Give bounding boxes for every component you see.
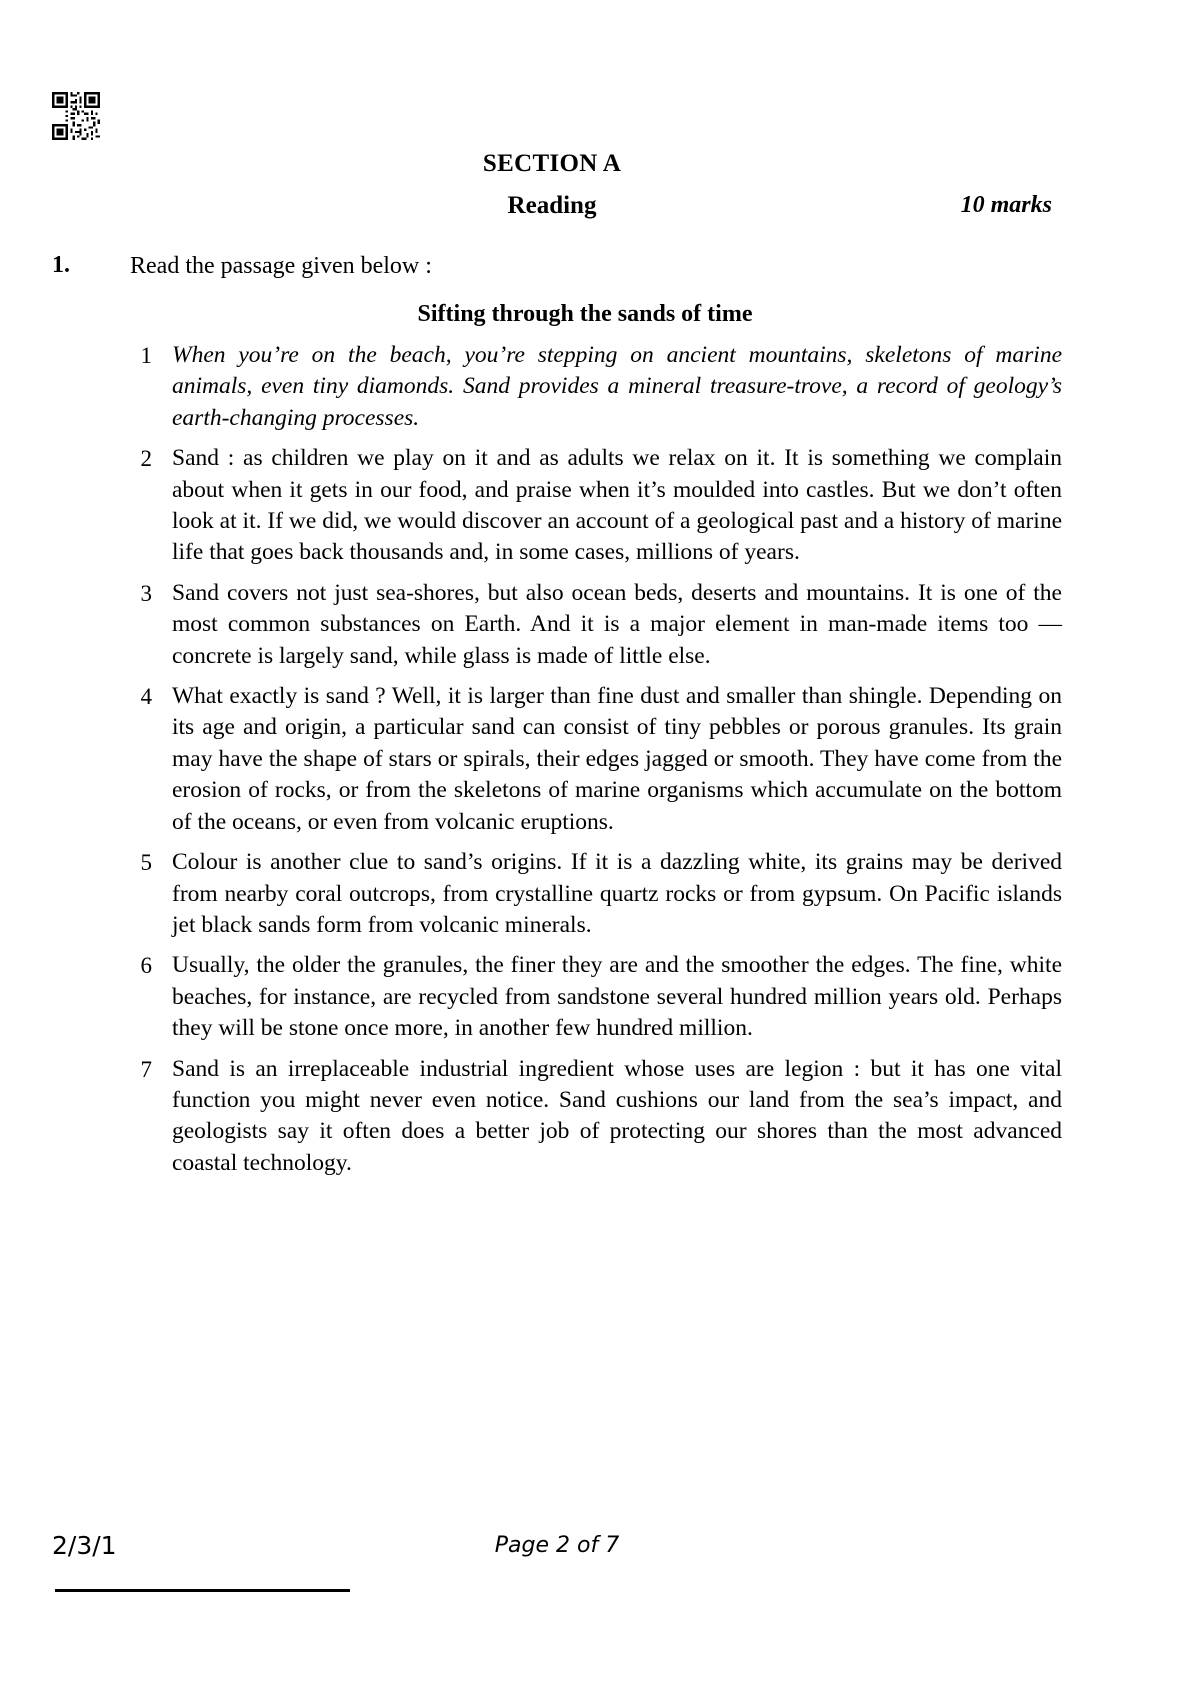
- section-title: SECTION A: [482, 150, 622, 177]
- marks-label: 10 marks: [960, 192, 1052, 219]
- footer-divider: [55, 1589, 350, 1592]
- passage-paragraph: [52, 340, 1062, 434]
- paragraph-number: 5: [140, 850, 152, 876]
- passage-paragraph: [52, 443, 1062, 569]
- paragraph-number: 2: [140, 446, 152, 472]
- paragraph-text: Usually, the older the granules, the finer they are and the smoother the edges. The fine, white beaches, for instance, are recycled from sandstone several hundred million years old. Perhaps they will be stone once more, in another few hundred million.: [172, 952, 1062, 1042]
- paragraph-text: Sand : as children we play on it and as adults we relax on it. It is something we complain about when it gets in our food, and praise when it’s moulded into castles. But we don’t often look at it. If we did, we would discover an account of a geological past and a history of marine life that goes back thousands and, in some cases, millions of years.: [172, 445, 1062, 566]
- page-header: [52, 148, 1052, 223]
- passage-paragraph: [52, 681, 1062, 838]
- paragraph-number: 6: [140, 953, 152, 979]
- qr-code-icon: [52, 92, 100, 140]
- paragraph-text: Sand is an irreplaceable industrial ingredient whose uses are legion : but it has one vital function you might never even notice. Sand cushions our land from the sea’s impact, and geologists say it often does a better job of protecting our shores than the most advanced coastal technology.: [172, 1055, 1062, 1176]
- question-number: 1.: [52, 252, 70, 278]
- passage-paragraph: [52, 1054, 1062, 1180]
- passage-title: Sifting through the sands of time: [417, 301, 753, 327]
- question-instruction: Read the passage given below :: [130, 253, 432, 279]
- paragraph-number: 3: [140, 580, 152, 606]
- paragraph-text: Colour is another clue to sand’s origins. If it is a dazzling white, its grains may be derived from nearby coral outcrops, from crystalline quartz rocks or from gypsum. On Pacific islands jet black sands form from volcanic minerals.: [172, 849, 1062, 938]
- question-line: [52, 252, 1062, 281]
- passage-paragraph: [52, 847, 1062, 941]
- paper-code: 2/3/1: [52, 1531, 117, 1560]
- header-row: [52, 193, 1052, 223]
- paragraph-number: 1: [140, 343, 152, 368]
- page-number-label: Page 2 of 7: [494, 1533, 620, 1558]
- passage-paragraph: [52, 950, 1062, 1044]
- passage-body: [52, 340, 1062, 1188]
- page-footer: [52, 1533, 1062, 1573]
- passage-paragraph: [52, 578, 1062, 672]
- paragraph-text: When you’re on the beach, you’re stepping on ancient mountains, skeletons of marine animals, even tiny diamonds. Sand provides a mineral treasure-trove, a record of geology’s earth-changing processes.: [172, 342, 1062, 431]
- paragraph-text: Sand covers not just sea-shores, but also ocean beds, deserts and mountains. It is one of the most common substances on Earth. And it is a major element in man-made items too — concrete is largely sand, while glass is made of little else.: [172, 579, 1062, 669]
- paragraph-number: 7: [140, 1056, 152, 1082]
- section-subtitle: Reading: [507, 192, 597, 220]
- paragraph-number: 4: [140, 684, 152, 710]
- paragraph-text: What exactly is sand ? Well, it is larger than fine dust and smaller than shingle. Depending on its age and origin, a particular sand can consist of tiny pebbles or porous granules. Its grain may have the shape of stars or spirals, their edges jagged or smooth. They have come from the erosion of rocks, or from the skeletons of marine organisms which accumulate on the bottom of the oceans, or even from volcanic eruptions.: [172, 683, 1062, 835]
